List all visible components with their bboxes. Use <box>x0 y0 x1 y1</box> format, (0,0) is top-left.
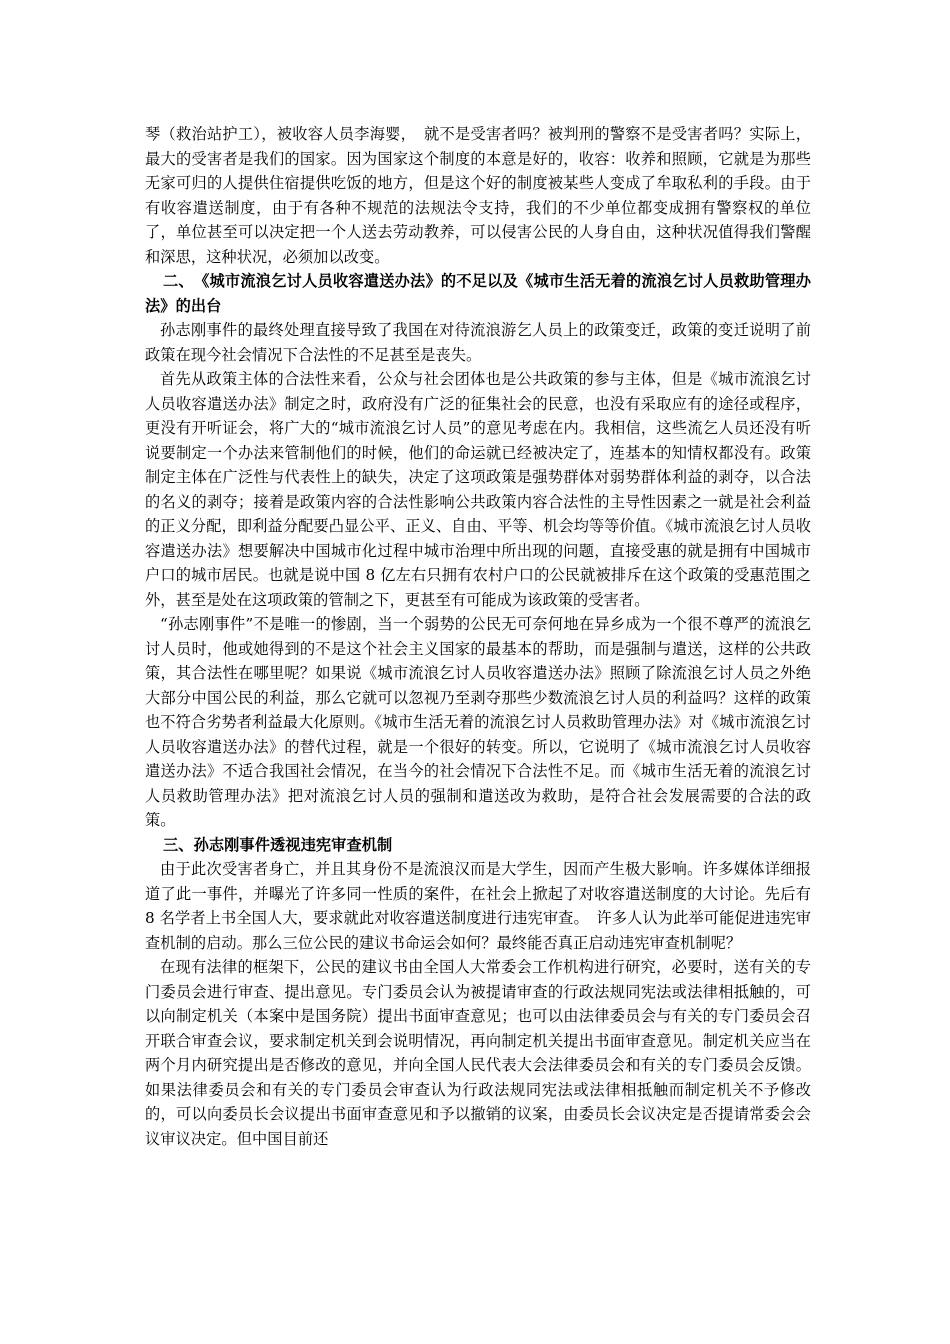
paragraph-continuation: 琴（救治站护工），被收容人员李海婴， 就不是受害者吗？被判刑的警察不是受害者吗？实际上，最大的受害者是我们的国家。因为国家这个制度的本意是好的，收容：收养和照顾，它就是为那些无家可归的人提供住宿提供吃饭的地方，但是这个好的制度被某些人变成了牟取私利的手段。由于有收容遣送制度，由于有各种不规范的法规法令支持，我们的不少单位都变成拥有警察权的单位了，单位甚至可以决定把一个人送去劳动教养，可以侵害公民的人身自由，这种状况值得我们警醒和深思，这种状况，必须加以改变。 <box>145 125 811 266</box>
paragraph: 由于此次受害者身亡，并且其身份不是流浪汉而是大学生，因而产生极大影响。许多媒体详细报道了此一事件，并曝光了许多同一性质的案件，在社会上掀起了对收容遣送制度的大讨论。先后有 8 名学者上书全国人大，要求就此对收容遣送制度进行违宪审查。 许多人认为此举可能促进违宪审查机制的启动。那么三位公民的建议书命运会如何？最终能否真正启动违宪审查机制呢？ <box>145 860 811 952</box>
section-heading-3: 三、孙志刚事件透视违宪审查机制 <box>163 835 393 854</box>
paragraph: “孙志刚事件”不是唯一的惨剧，当一个弱势的公民无可奈何地在异乡成为一个很不尊严的流浪乞讨人员时，他或她得到的不是这个社会主义国家的最基本的帮助，而是强制与遣送，这样的公共政策，其合法性在哪里呢？如果说《城市流浪乞讨人员收容遣送办法》照顾了除流浪乞讨人员之外绝大部分中国公民的利益，那么它就可以忽视乃至剥夺那些少数流浪乞讨人员的利益吗？这样的政策也不符合劣势者利益最大化原则。《城市生活无着的流浪乞讨人员救助管理办法》对《城市流浪乞讨人员收容遣送办法》的替代过程，就是一个很好的转变。所以，它说明了《城市流浪乞讨人员收容遣送办法》不适合我国社会情况，在当今的社会情况下合法性不足。而《城市生活无着的流浪乞讨人员救助管理办法》把对流浪乞讨人员的强制和遣送改为救助，是符合社会发展需要的合法的政策。 <box>145 615 811 829</box>
paragraph: 孙志刚事件的最终处理直接导致了我国在对待流浪游乞人员上的政策变迁，政策的变迁说明了前政策在现今社会情况下合法性的不足甚至是丧失。 <box>145 321 811 364</box>
document-body <box>145 122 811 1151</box>
paragraph: 首先从政策主体的合法性来看，公众与社会团体也是公共政策的参与主体，但是《城市流浪乞讨人员收容遣送办法》制定之时，政府没有广泛的征集社会的民意，也没有采取应有的途径或程序，更没有开听证会，将广大的“城市流浪乞讨人员”的意见考虑在内。我相信，这些流乞人员还没有听说要制定一个办法来管制他们的时候，他们的命运就已经被决定了，连基本的知情权都没有。政策制定主体在广泛性与代表性上的缺失，决定了这项政策是强势群体对弱势群体利益的剥夺，以合法的名义的剥夺；接着是政策内容的合法性影响公共政策内容合法性的主导性因素之一就是社会利益的正义分配，即利益分配要凸显公平、正义、自由、平等、机会均等等价值。《城市流浪乞讨人员收容遣送办法》想要解决中国城市化过程中城市治理中所出现的问题，直接受惠的就是拥有中国城市户口的城市居民。也就是说中国 8 亿左右只拥有农村户口的公民就被排斥在这个政策的受惠范围之外，甚至是处在这项政策的管制之下，更甚至有可能成为该政策的受害者。 <box>145 370 811 609</box>
paragraph: 在现有法律的框架下，公民的建议书由全国人大常委会工作机构进行研究，必要时，送有关的专门委员会进行审查、提出意见。专门委员会认为被提请审查的行政法规同宪法或法律相抵触的，可以向制定机关（本案中是国务院）提出书面审查意见；也可以由法律委员会与有关的专门委员会召开联合审查会议，要求制定机关到会说明情况，再向制定机关提出书面审查意见。制定机关应当在两个月内研究提出是否修改的意见，并向全国人民代表大会法律委员会和有关的专门委员会反馈。如果法律委员会和有关的专门委员会审查认为行政法规同宪法或法律相抵触而制定机关不予修改的，可以向委员长会议提出书面审查意见和予以撤销的议案，由委员长会议决定是否提请常委会会议审议决定。但中国目前还 <box>145 958 811 1148</box>
section-heading-2: 二、 《城市流浪乞讨人员收容遣送办法》的不足以及《城市生活无着的流浪乞讨人员救助管理办法》的出台 <box>145 272 811 315</box>
